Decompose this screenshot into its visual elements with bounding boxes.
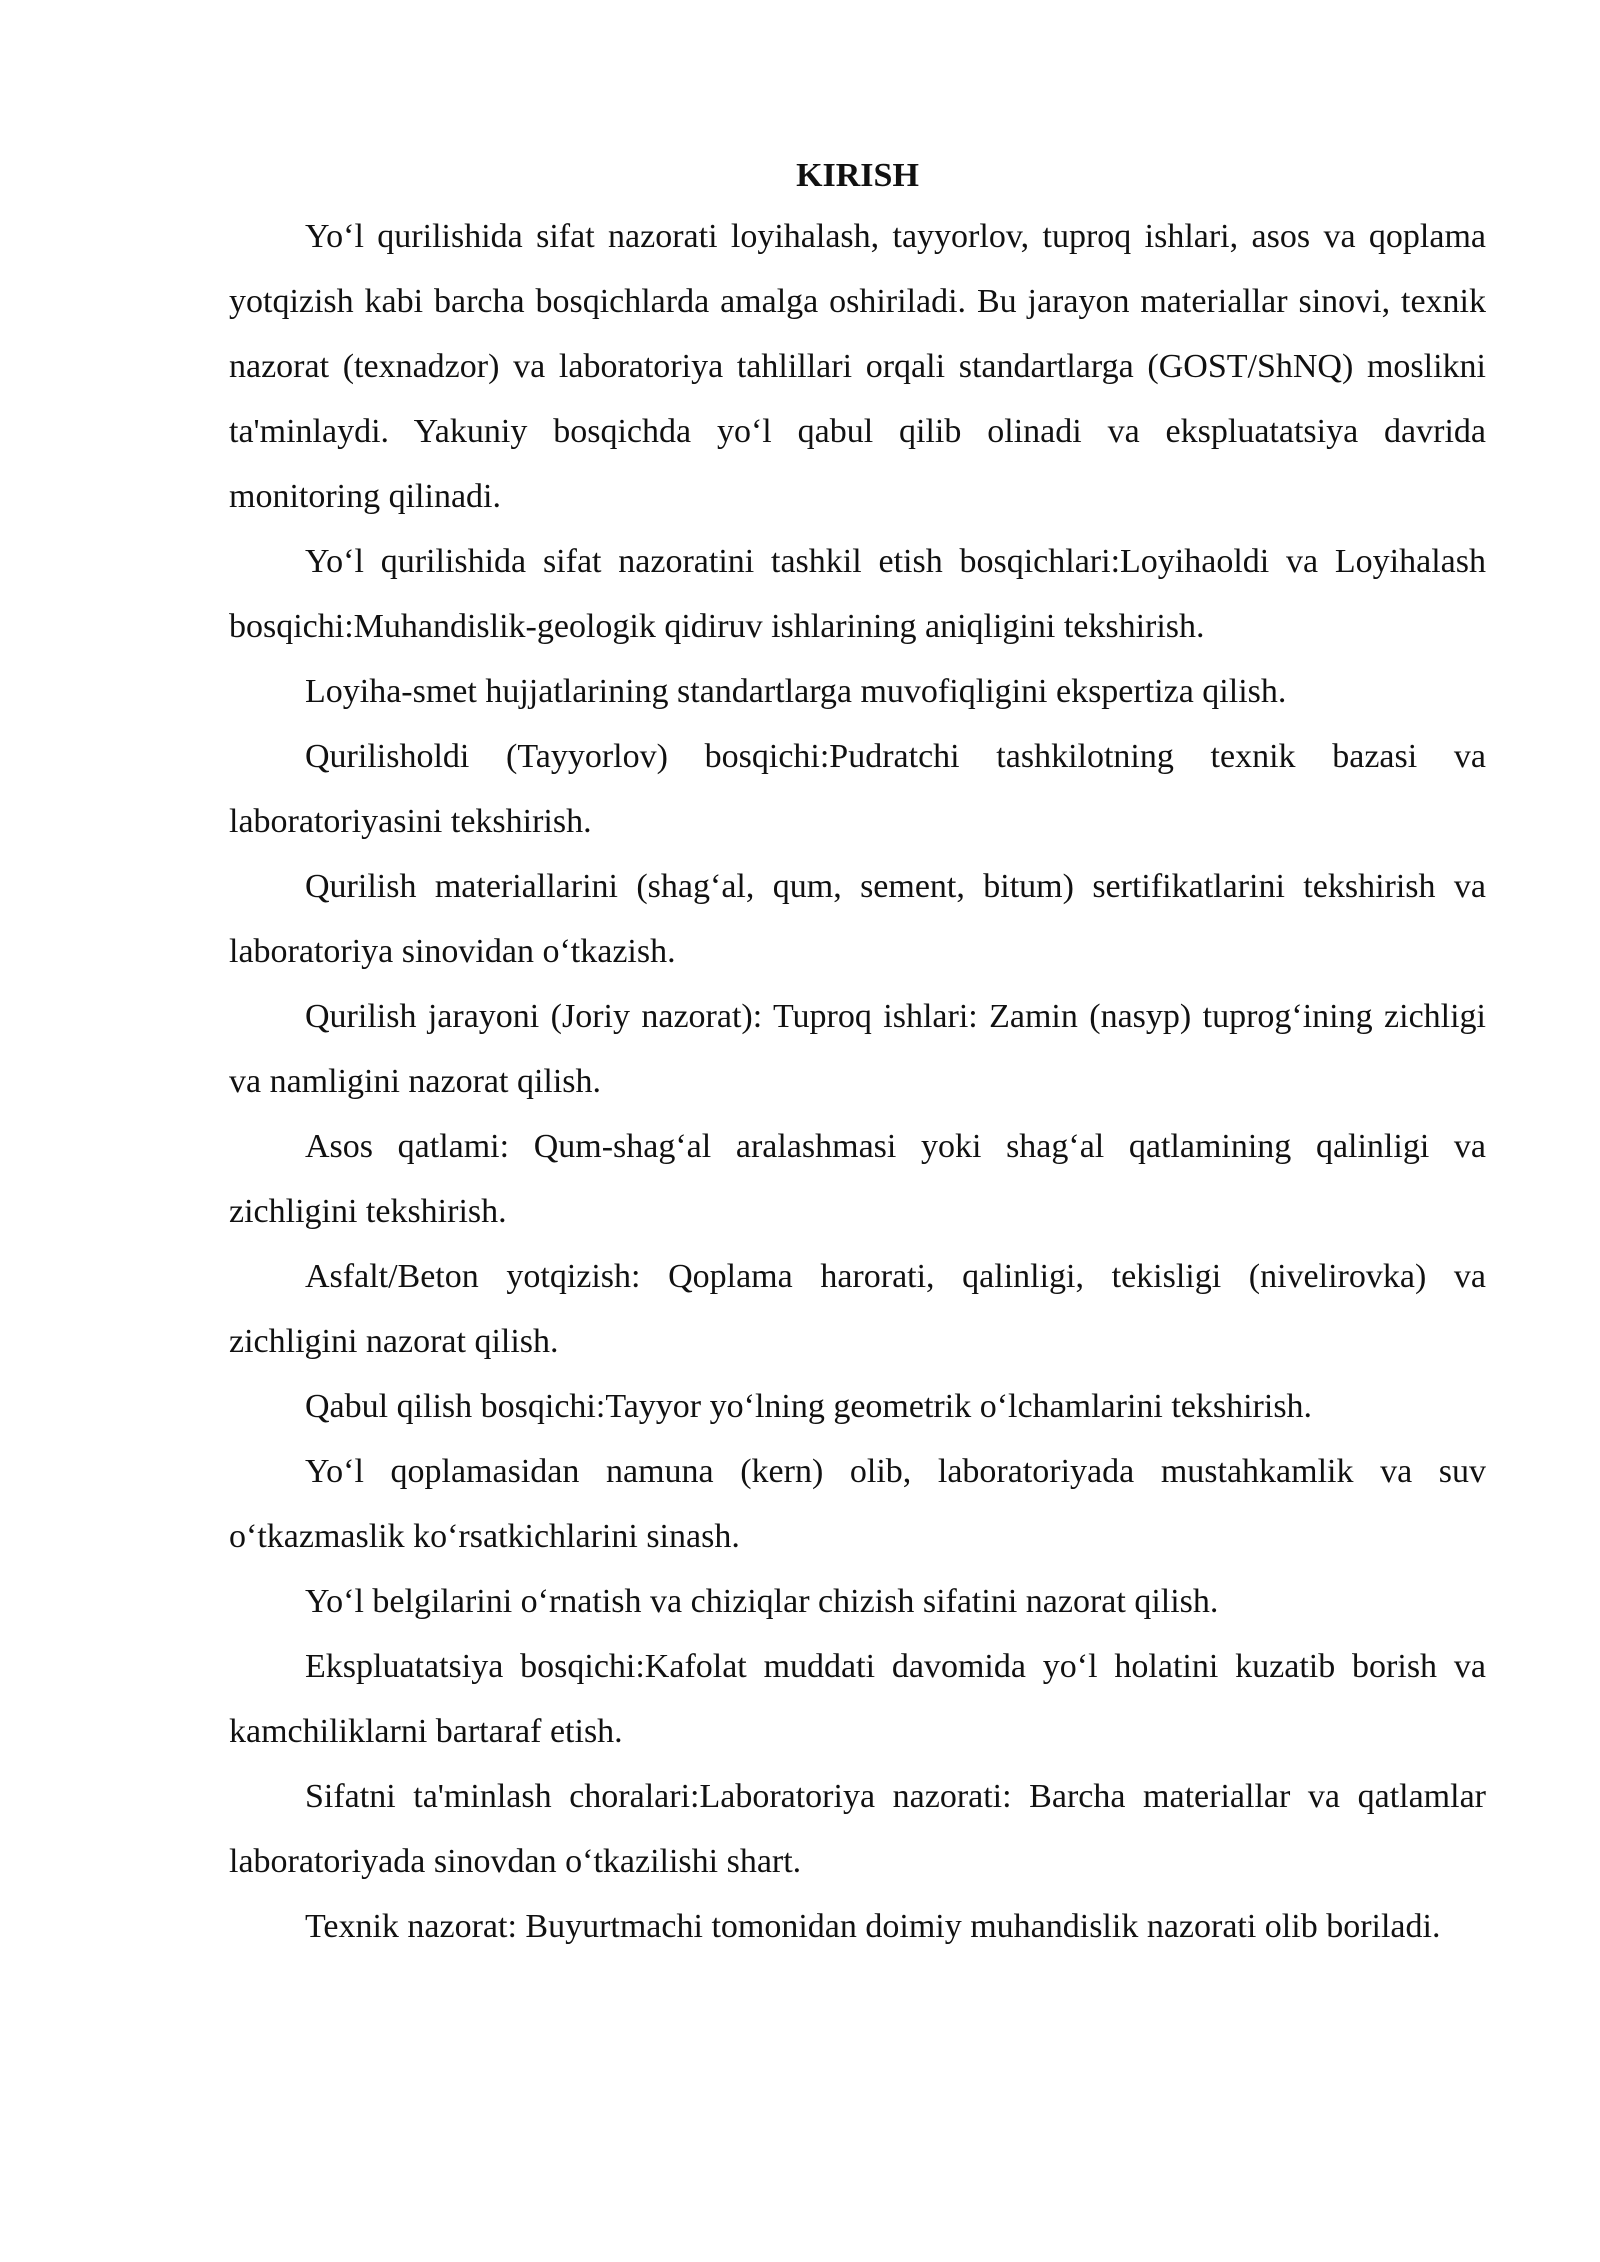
paragraph: Yo‘l qoplamasidan namuna (kern) olib, laboratoriyada mustahkamlik va suv o‘tkazmaslik ko‘rsatkichlarini sinash. <box>229 1453 1486 1555</box>
paragraph: Ekspluatatsiya bosqichi:Kafolat muddati davomida yo‘l holatini kuzatib borish va kamchiliklarni bartaraf etish. <box>229 1648 1486 1750</box>
paragraph: Yo‘l qurilishida sifat nazorati loyihalash, tayyorlov, tuproq ishlari, asos va qoplama yotqizish kabi barcha bosqichlarda amalga oshiriladi. Bu jarayon materiallar sinovi, texnik nazorat (texnadzor) va laboratoriya tahlillari orqali standartlarga (GOST/ShNQ) moslikni ta'minlaydi. Yakuniy bosqichda yo‘l qabul qilib olinadi va ekspluatatsiya davrida monitoring qilinadi. <box>229 218 1486 515</box>
paragraph: Qurilish materiallarini (shag‘al, qum, sement, bitum) sertifikatlarini tekshirish va laboratoriya sinovidan o‘tkazish. <box>229 868 1486 970</box>
paragraph: Qabul qilish bosqichi:Tayyor yo‘lning geometrik o‘lchamlarini tekshirish. <box>305 1388 1313 1425</box>
document-title: KIRISH <box>796 157 919 194</box>
paragraph: Asos qatlami: Qum-shag‘al aralashmasi yoki shag‘al qatlamining qalinligi va zichligini tekshirish. <box>229 1128 1486 1230</box>
paragraph: Qurilisholdi (Tayyorlov) bosqichi:Pudratchi tashkilotning texnik bazasi va laboratoriyasini tekshirish. <box>229 738 1486 840</box>
paragraph: Loyiha-smet hujjatlarining standartlarga muvofiqligini ekspertiza qilish. <box>305 673 1287 710</box>
paragraph: Yo‘l belgilarini o‘rnatish va chiziqlar chizish sifatini nazorat qilish. <box>305 1583 1219 1620</box>
paragraph: Qurilish jarayoni (Joriy nazorat): Tuproq ishlari: Zamin (nasyp) tuprog‘ining zichligi va namligini nazorat qilish. <box>229 998 1486 1100</box>
paragraph: Texnik nazorat: Buyurtmachi tomonidan doimiy muhandislik nazorati olib boriladi. <box>305 1908 1441 1945</box>
document-body <box>229 148 1486 1959</box>
paragraph: Sifatni ta'minlash choralari:Laboratoriya nazorati: Barcha materiallar va qatlamlar laboratoriyada sinovdan o‘tkazilishi shart. <box>229 1778 1486 1880</box>
paragraph: Yo‘l qurilishida sifat nazoratini tashkil etish bosqichlari:Loyihaoldi va Loyihalash bosqichi:Muhandislik-geologik qidiruv ishlarining aniqligini tekshirish. <box>229 543 1486 645</box>
paragraph: Asfalt/Beton yotqizish: Qoplama harorati, qalinligi, tekisligi (nivelirovka) va zichligini nazorat qilish. <box>229 1258 1486 1360</box>
